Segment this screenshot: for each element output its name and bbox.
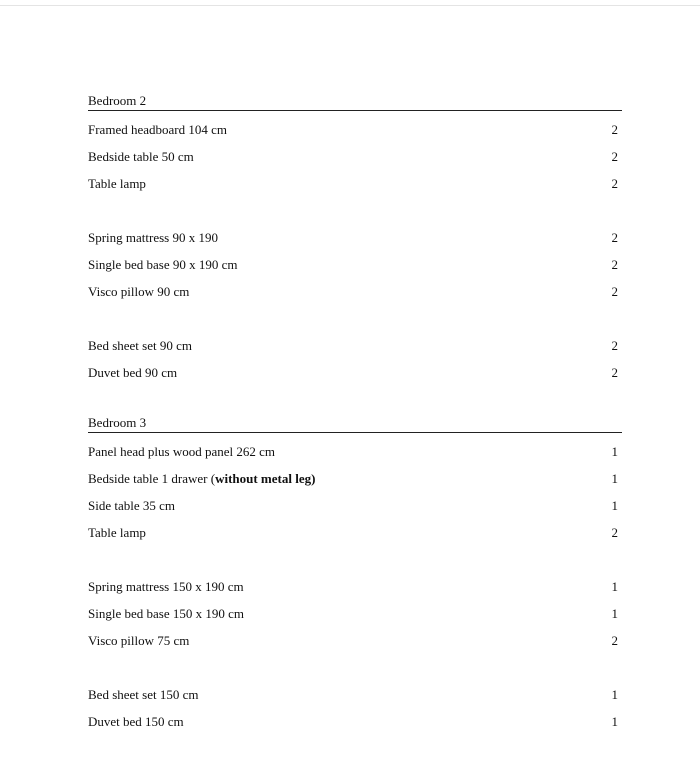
item-name: Side table 35 cm [88, 498, 176, 513]
list-item [88, 354, 622, 381]
item-quantity: 2 [611, 230, 618, 245]
item-name: Duvet bed 150 cm [88, 714, 184, 729]
section-title: Bedroom 3 [88, 415, 147, 430]
item-name: Framed headboard 104 cm [88, 122, 227, 137]
item-quantity: 1 [611, 444, 618, 459]
inventory-document [88, 86, 622, 730]
item-name: Spring mattress 150 x 190 cm [88, 579, 244, 594]
item-quantity: 2 [611, 338, 618, 353]
item-quantity: 2 [611, 284, 618, 299]
item-name: Single bed base 150 x 190 cm [88, 606, 244, 621]
section-header [88, 86, 622, 111]
item-quantity: 1 [611, 606, 618, 621]
item-name: Single bed base 90 x 190 cm [88, 257, 238, 272]
item-quantity: 2 [611, 122, 618, 137]
item-name: Bed sheet set 150 cm [88, 687, 199, 702]
list-item [88, 676, 622, 703]
item-name: Visco pillow 75 cm [88, 633, 190, 648]
list-item [88, 327, 622, 354]
group-spacer [88, 541, 622, 568]
list-item [88, 273, 622, 300]
list-item [88, 433, 622, 460]
list-item [88, 703, 622, 730]
item-name-emphasis: without metal leg) [215, 471, 316, 486]
item-quantity: 2 [611, 257, 618, 272]
section-bedroom-2 [88, 86, 622, 381]
item-quantity: 2 [611, 176, 618, 191]
section-title: Bedroom 2 [88, 93, 147, 108]
list-item [88, 568, 622, 595]
top-divider [0, 5, 700, 6]
list-item [88, 138, 622, 165]
group-spacer [88, 649, 622, 676]
section-header [88, 408, 622, 433]
item-quantity: 1 [611, 579, 618, 594]
section-bedroom-3 [88, 408, 622, 730]
item-quantity: 2 [611, 149, 618, 164]
list-item [88, 111, 622, 138]
item-name: Bed sheet set 90 cm [88, 338, 192, 353]
list-item [88, 460, 622, 487]
item-name: Table lamp [88, 176, 146, 191]
item-name [88, 472, 315, 485]
item-quantity: 1 [611, 714, 618, 729]
list-item [88, 595, 622, 622]
list-item [88, 246, 622, 273]
item-name: Bedside table 50 cm [88, 149, 194, 164]
item-name: Panel head plus wood panel 262 cm [88, 444, 276, 459]
group-spacer [88, 300, 622, 327]
item-name: Table lamp [88, 525, 146, 540]
item-quantity: 1 [611, 687, 618, 702]
item-name: Spring mattress 90 x 190 [88, 230, 218, 245]
list-item [88, 514, 622, 541]
item-name-text: Bedside table 1 drawer ( [88, 471, 216, 486]
list-item [88, 622, 622, 649]
item-quantity: 2 [611, 365, 618, 380]
list-item [88, 165, 622, 192]
item-quantity: 1 [611, 471, 618, 486]
item-name: Duvet bed 90 cm [88, 365, 178, 380]
item-quantity: 2 [611, 525, 618, 540]
item-quantity: 1 [611, 498, 618, 513]
list-item [88, 487, 622, 514]
item-quantity: 2 [611, 633, 618, 648]
list-item [88, 219, 622, 246]
group-spacer [88, 192, 622, 219]
item-name: Visco pillow 90 cm [88, 284, 190, 299]
